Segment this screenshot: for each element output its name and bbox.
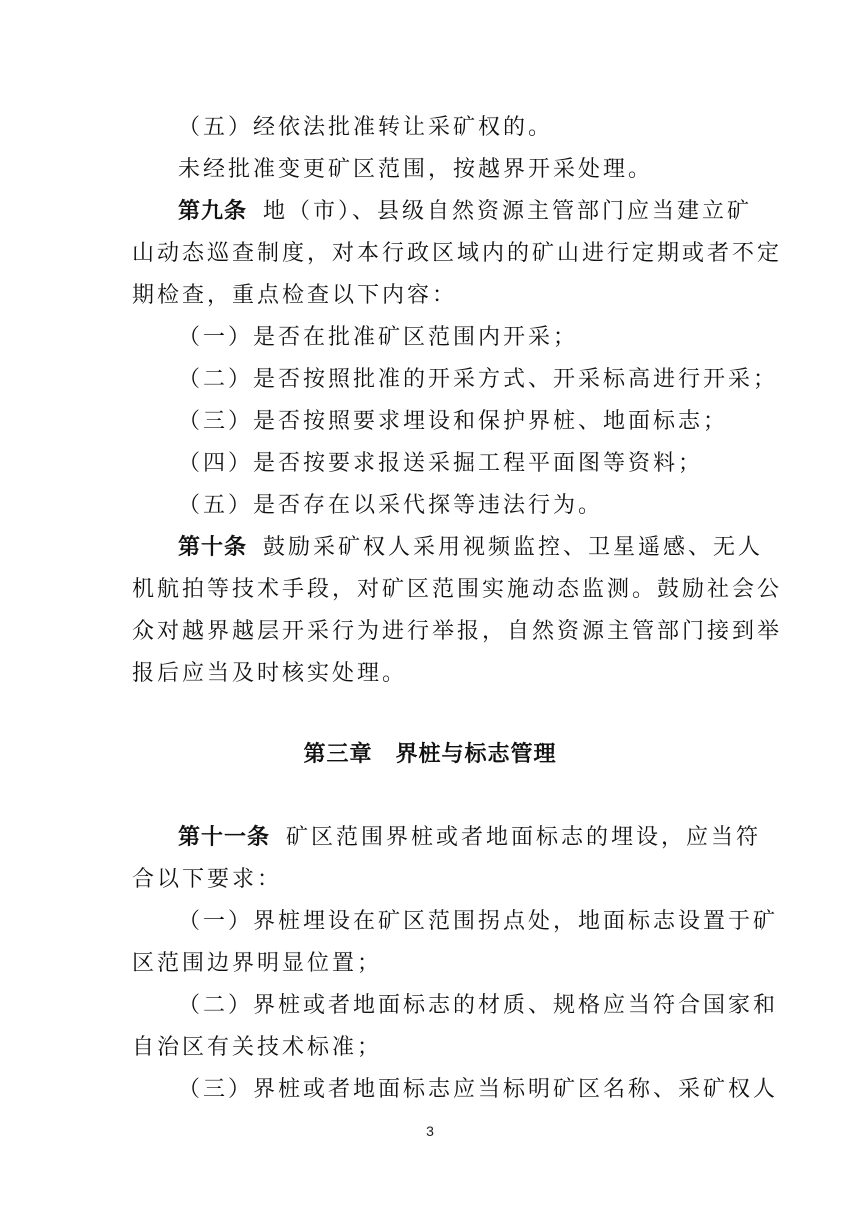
page-number: 3 — [426, 1123, 434, 1139]
paragraph-line: 期检查，重点检查以下内容： — [132, 283, 458, 308]
paragraph-line: （五）经依法批准转让采矿权的。 — [178, 115, 554, 140]
list-item: （五）是否存在以采代探等违法行为。 — [178, 493, 604, 518]
list-item: （三）界桩或者地面标志应当标明矿区名称、采矿权人 — [178, 1077, 779, 1102]
list-item: （二）界桩或者地面标志的材质、规格应当符合国家和 — [178, 993, 779, 1018]
paragraph-line: 自治区有关技术标准； — [132, 1035, 383, 1060]
article-10-heading: 第十条 — [178, 535, 248, 560]
article-10-text: 鼓励采矿权人采用视频监控、卫星遥感、无人 — [263, 535, 764, 560]
paragraph-line: 山动态巡查制度，对本行政区域内的矿山进行定期或者不定 — [132, 241, 783, 266]
article-11-text: 矿区范围界桩或者地面标志的埋设，应当符 — [286, 825, 762, 850]
article-11-first-line — [178, 817, 762, 859]
paragraph-line: 众对越界越层开采行为进行举报，自然资源主管部门接到举 — [132, 619, 783, 644]
article-10-first-line — [178, 527, 764, 569]
paragraph-line: 机航拍等技术手段，对矿区范围实施动态监测。鼓励社会公 — [132, 577, 783, 602]
paragraph-line: 区范围边界明显位置； — [132, 951, 383, 976]
article-9-text: 地（市）、县级自然资源主管部门应当建立矿 — [263, 199, 753, 224]
article-11-heading: 第十一条 — [178, 825, 271, 850]
list-item: （二）是否按照批准的开采方式、开采标高进行开采； — [178, 367, 779, 392]
article-9-heading: 第九条 — [178, 199, 248, 224]
list-item: （四）是否按要求报送采掘工程平面图等资料； — [178, 451, 704, 476]
list-item: （一）是否在批准矿区范围内开采； — [178, 325, 579, 350]
paragraph-line: 报后应当及时核实处理。 — [132, 661, 408, 686]
list-item: （一）界桩埋设在矿区范围拐点处，地面标志设置于矿 — [178, 909, 779, 934]
paragraph-line: 合以下要求： — [132, 867, 283, 892]
paragraph-line: 未经批准变更矿区范围，按越界开采处理。 — [178, 157, 654, 182]
list-item: （三）是否按照要求埋设和保护界桩、地面标志； — [178, 409, 729, 434]
chapter-heading: 第三章 界桩与标志管理 — [303, 742, 557, 767]
article-9-first-line — [178, 191, 753, 233]
